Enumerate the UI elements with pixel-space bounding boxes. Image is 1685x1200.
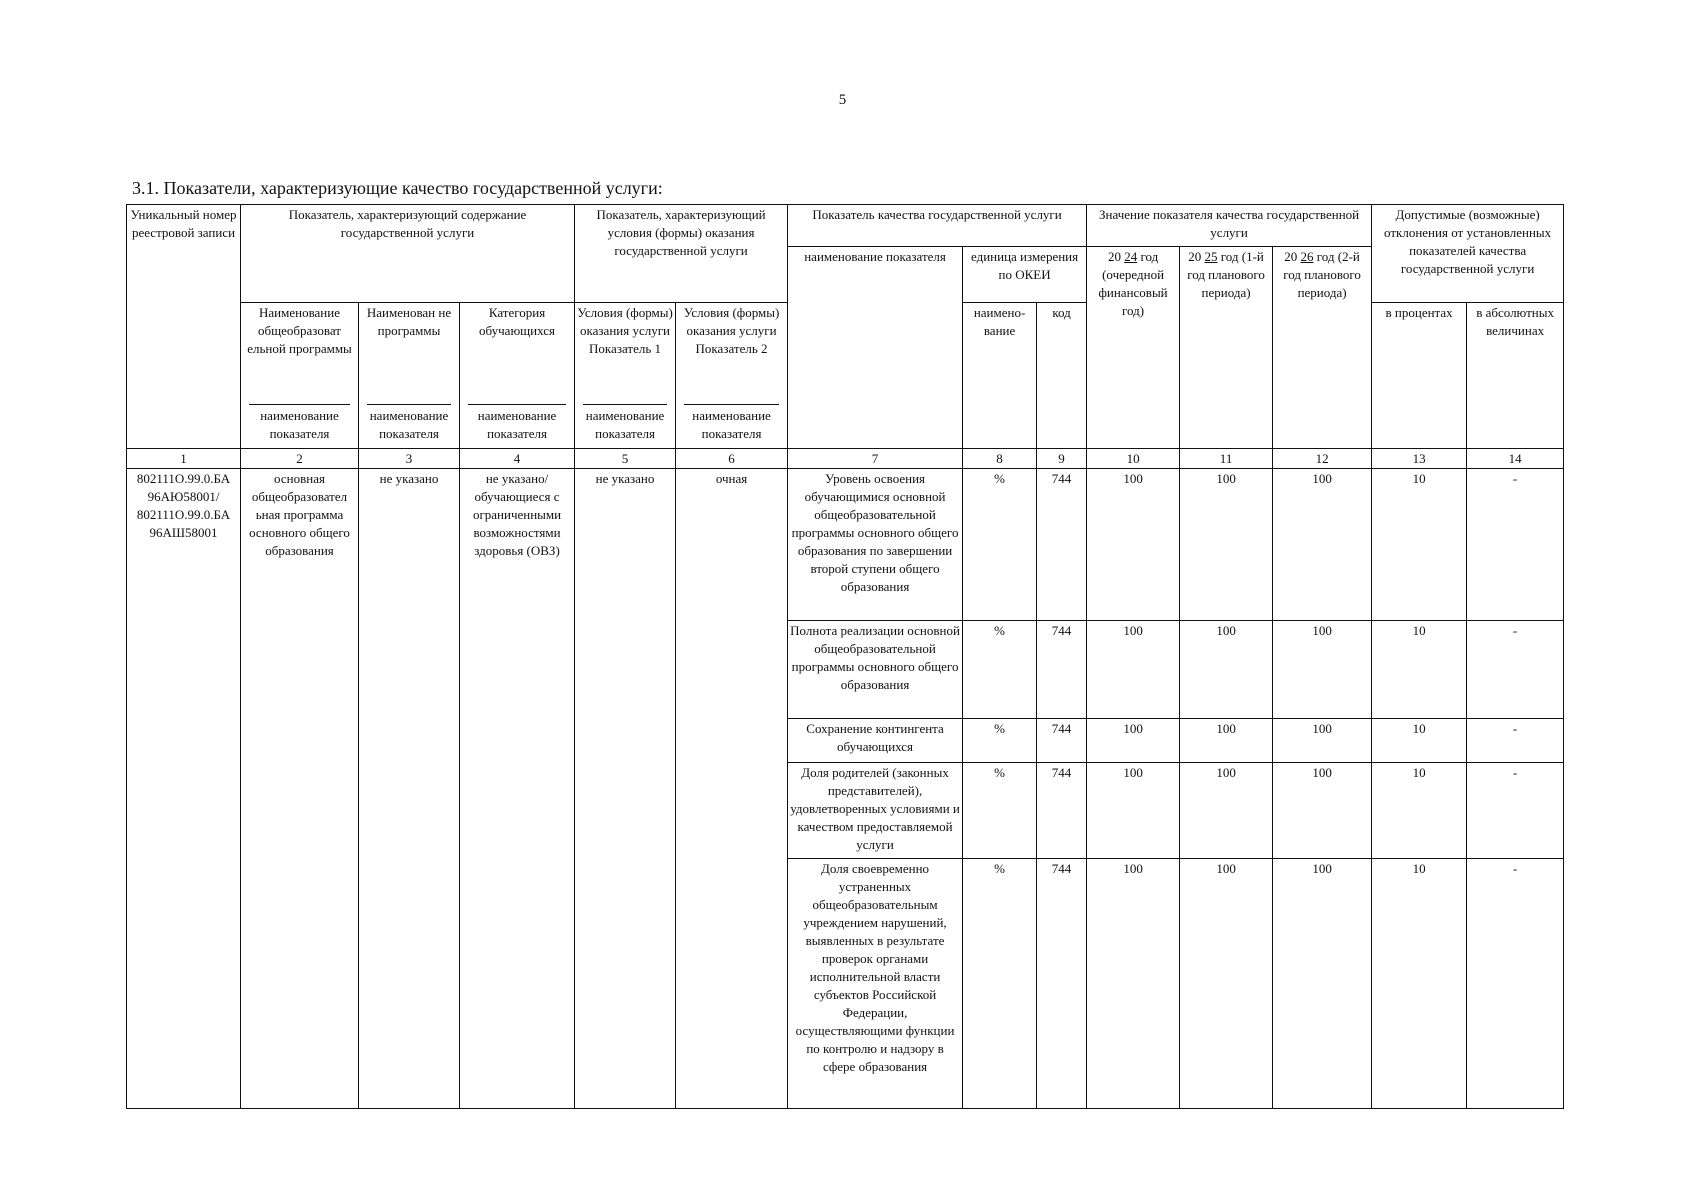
year-1-value: 24 <box>1124 249 1138 264</box>
header-in-absolute: в абсолютных величинах <box>1467 303 1564 449</box>
col-num: 5 <box>575 449 676 469</box>
col-num: 4 <box>460 449 575 469</box>
col-num: 9 <box>1037 449 1087 469</box>
indicator-year-2: 100 <box>1180 469 1273 621</box>
indicator-code: 744 <box>1037 859 1087 1109</box>
indicator-pct: 10 <box>1372 621 1467 719</box>
header-year-2 <box>1180 247 1273 449</box>
col-num: 2 <box>241 449 359 469</box>
col-num: 11 <box>1180 449 1273 469</box>
col-num: 3 <box>359 449 460 469</box>
indicator-unit: % <box>963 859 1037 1109</box>
col-num: 12 <box>1273 449 1372 469</box>
indicator-year-2: 100 <box>1180 621 1273 719</box>
sub-category-title: Категория обучающихся <box>479 305 555 338</box>
section-title: 3.1. Показатели, характеризующие качество государственной услуги: <box>132 178 663 198</box>
indicator-abs: - <box>1467 763 1564 859</box>
indicator-pct: 10 <box>1372 763 1467 859</box>
sub-condition-1-label: наименование показателя <box>583 404 667 443</box>
header-content-indicator: Показатель, характеризующий содержание государственной услуги <box>241 205 575 303</box>
col-num: 1 <box>127 449 241 469</box>
year-2-prefix: 20 <box>1188 249 1202 264</box>
col-num: 14 <box>1467 449 1564 469</box>
header-year-1 <box>1087 247 1180 449</box>
header-conditions-indicator: Показатель, характеризующий условия (формы) оказания государственной услуги <box>575 205 788 303</box>
header-year-3 <box>1273 247 1372 449</box>
indicator-abs: - <box>1467 469 1564 621</box>
indicator-year-1: 100 <box>1087 621 1180 719</box>
col-num: 8 <box>963 449 1037 469</box>
year-1-suffix: год (очередной финансовый год) <box>1098 249 1168 318</box>
header-deviations: Допустимые (возможные) отклонения от установленных показателей качества государственной услуги <box>1372 205 1564 303</box>
indicator-pct: 10 <box>1372 859 1467 1109</box>
indicator-name: Сохранение контингента обучающихся <box>788 719 963 763</box>
indicator-abs: - <box>1467 621 1564 719</box>
header-unit-okei: единица измерения по ОКЕИ <box>963 247 1087 303</box>
sub-condition-1-title: Условия (формы) оказания услуги Показатель 1 <box>577 305 673 356</box>
header-unit-name: наимено-вание <box>963 303 1037 449</box>
sub-condition-2-title: Условия (формы) оказания услуги Показатель 2 <box>683 305 780 356</box>
indicator-pct: 10 <box>1372 719 1467 763</box>
indicator-code: 744 <box>1037 469 1087 621</box>
column-numbers-row <box>127 449 1564 469</box>
year-2-suffix: год (1-й год планового периода) <box>1187 249 1265 300</box>
indicator-unit: % <box>963 719 1037 763</box>
indicator-year-1: 100 <box>1087 859 1180 1109</box>
sub-condition-1 <box>575 303 676 449</box>
year-1-prefix: 20 <box>1107 249 1121 264</box>
indicator-name: Доля родителей (законных представителей), удовлетворенных условиями и качеством предоставляемой услуги <box>788 763 963 859</box>
header-quality-indicator: Показатель качества государственной услуги <box>788 205 1087 247</box>
col-num: 7 <box>788 449 963 469</box>
year-3-suffix: год (2-й год планового периода) <box>1283 249 1361 300</box>
col-num: 13 <box>1372 449 1467 469</box>
indicator-name: Полнота реализации основной общеобразовательной программы основного общего образования <box>788 621 963 719</box>
record-condition-2: очная <box>676 469 788 1109</box>
record-condition-1: не указано <box>575 469 676 1109</box>
indicator-abs: - <box>1467 719 1564 763</box>
header-unique-number: Уникальный номер реестровой записи <box>127 205 241 449</box>
indicator-year-3: 100 <box>1273 469 1372 621</box>
indicator-year-3: 100 <box>1273 859 1372 1109</box>
sub-category <box>460 303 575 449</box>
col-num: 10 <box>1087 449 1180 469</box>
page-number: 5 <box>838 92 847 108</box>
record-programs: не указано <box>359 469 460 1109</box>
indicator-year-3: 100 <box>1273 621 1372 719</box>
sub-category-label: наименование показателя <box>468 404 566 443</box>
indicator-unit: % <box>963 469 1037 621</box>
indicator-code: 744 <box>1037 763 1087 859</box>
sub-programs <box>359 303 460 449</box>
indicator-code: 744 <box>1037 621 1087 719</box>
header-unit-code: код <box>1037 303 1087 449</box>
indicator-year-2: 100 <box>1180 719 1273 763</box>
indicator-unit: % <box>963 763 1037 859</box>
indicator-year-2: 100 <box>1180 859 1273 1109</box>
header-quality-value: Значение показателя качества государственной услуги <box>1087 205 1372 247</box>
record-reg-number: 802111О.99.0.БА 96АЮ58001/ 802111О.99.0.БА 96АШ58001 <box>127 469 241 1109</box>
indicator-year-1: 100 <box>1087 469 1180 621</box>
header-in-percent: в процентах <box>1372 303 1467 449</box>
record-program-name: основная общеобразовател ьная программа основного общего образования <box>241 469 359 1109</box>
indicator-abs: - <box>1467 859 1564 1109</box>
indicator-year-1: 100 <box>1087 719 1180 763</box>
indicator-year-2: 100 <box>1180 763 1273 859</box>
year-3-value: 26 <box>1300 249 1314 264</box>
indicator-code: 744 <box>1037 719 1087 763</box>
indicator-year-1: 100 <box>1087 763 1180 859</box>
indicator-unit: % <box>963 621 1037 719</box>
sub-programs-label: наименование показателя <box>367 404 451 443</box>
indicator-year-3: 100 <box>1273 719 1372 763</box>
indicator-name: Уровень освоения обучающимися основной общеобразовательной программы основного общего образования по завершении второй ступени общего образования <box>788 469 963 621</box>
quality-indicators-table <box>126 204 1564 1109</box>
record-category: не указано/ обучающиеся с ограниченными возможностями здоровья (ОВЗ) <box>460 469 575 1109</box>
sub-program-name <box>241 303 359 449</box>
indicator-year-3: 100 <box>1273 763 1372 859</box>
indicator-name: Доля своевременно устраненных общеобразовательным учреждением нарушений, выявленных в результате проверок органами исполнительной власти субъектов Российской Федерации, осуществляющими функции по контролю и надзору в сфере образования <box>788 859 963 1109</box>
sub-programs-title: Наименован не программы <box>366 305 452 338</box>
indicator-pct: 10 <box>1372 469 1467 621</box>
year-2-value: 25 <box>1204 249 1218 264</box>
sub-program-name-title: Наименование общеобразоват ельной программы <box>247 305 352 356</box>
year-3-prefix: 20 <box>1284 249 1298 264</box>
sub-condition-2-label: наименование показателя <box>684 404 779 443</box>
table-row <box>127 469 1564 621</box>
col-num: 6 <box>676 449 788 469</box>
sub-condition-2 <box>676 303 788 449</box>
sub-program-name-label: наименование показателя <box>249 404 350 443</box>
header-indicator-name: наименование показателя <box>788 247 963 449</box>
